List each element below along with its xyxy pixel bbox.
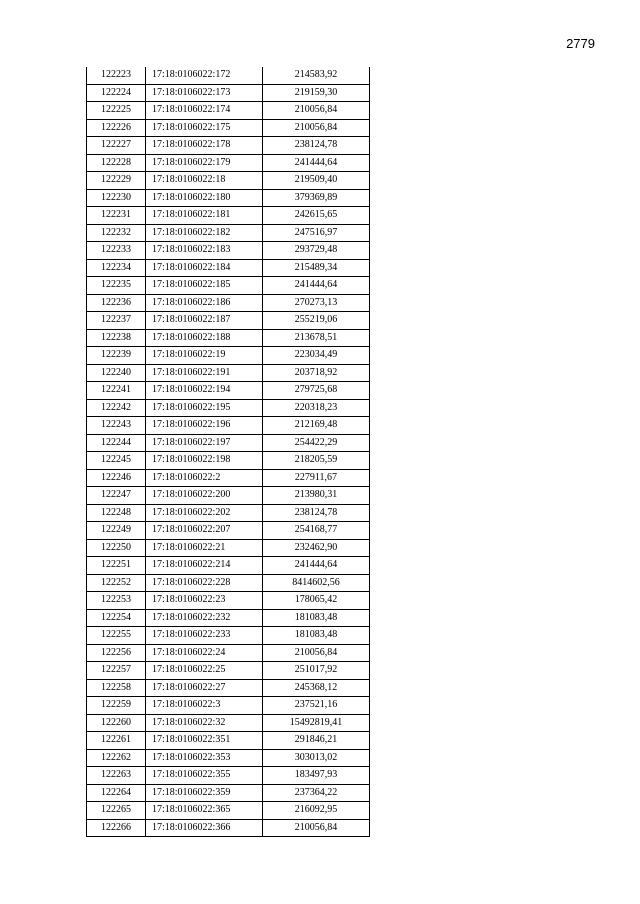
cadastral-number-cell: 17:18:0106022:366 [146,819,263,837]
row-index-cell: 122257 [87,662,146,680]
cadastral-number-cell: 17:18:0106022:23 [146,592,263,610]
table-row [87,224,370,242]
value-cell: 255219,06 [263,312,370,330]
value-cell: 291846,21 [263,732,370,750]
value-cell: 219509,40 [263,172,370,190]
value-cell: 212169,48 [263,417,370,435]
value-cell: 8414602,56 [263,574,370,592]
row-index-cell: 122242 [87,399,146,417]
row-index-cell: 122259 [87,697,146,715]
cadastral-number-cell: 17:18:0106022:24 [146,644,263,662]
table-row [87,802,370,820]
row-index-cell: 122240 [87,364,146,382]
table-row [87,277,370,295]
row-index-cell: 122224 [87,84,146,102]
row-index-cell: 122249 [87,522,146,540]
table-row [87,487,370,505]
cadastral-number-cell: 17:18:0106022:188 [146,329,263,347]
row-index-cell: 122266 [87,819,146,837]
cadastral-number-cell: 17:18:0106022:18 [146,172,263,190]
row-index-cell: 122243 [87,417,146,435]
row-index-cell: 122263 [87,767,146,785]
row-index-cell: 122234 [87,259,146,277]
row-index-cell: 122260 [87,714,146,732]
value-cell: 218205,59 [263,452,370,470]
row-index-cell: 122252 [87,574,146,592]
cadastral-number-cell: 17:18:0106022:194 [146,382,263,400]
cadastral-number-cell: 17:18:0106022:179 [146,154,263,172]
table-body [87,67,370,837]
table-row [87,749,370,767]
value-cell: 247516,97 [263,224,370,242]
table-row [87,627,370,645]
value-cell: 254168,77 [263,522,370,540]
table-row [87,137,370,155]
table-row [87,172,370,190]
table-row [87,417,370,435]
table-row [87,207,370,225]
row-index-cell: 122225 [87,102,146,120]
cadastral-number-cell: 17:18:0106022:200 [146,487,263,505]
row-index-cell: 122255 [87,627,146,645]
row-index-cell: 122229 [87,172,146,190]
cadastral-number-cell: 17:18:0106022:175 [146,119,263,137]
cadastral-number-cell: 17:18:0106022:355 [146,767,263,785]
value-cell: 215489,34 [263,259,370,277]
cadastral-number-cell: 17:18:0106022:184 [146,259,263,277]
row-index-cell: 122223 [87,67,146,84]
value-cell: 210056,84 [263,644,370,662]
value-cell: 181083,48 [263,627,370,645]
value-cell: 279725,68 [263,382,370,400]
row-index-cell: 122244 [87,434,146,452]
value-cell: 232462,90 [263,539,370,557]
row-index-cell: 122232 [87,224,146,242]
value-cell: 270273,13 [263,294,370,312]
value-cell: 379369,89 [263,189,370,207]
row-index-cell: 122258 [87,679,146,697]
cadastral-number-cell: 17:18:0106022:19 [146,347,263,365]
row-index-cell: 122237 [87,312,146,330]
table-row [87,399,370,417]
value-cell: 15492819,41 [263,714,370,732]
cadastral-number-cell: 17:18:0106022:25 [146,662,263,680]
value-cell: 210056,84 [263,819,370,837]
row-index-cell: 122238 [87,329,146,347]
value-cell: 238124,78 [263,137,370,155]
table-row [87,819,370,837]
cadastral-number-cell: 17:18:0106022:32 [146,714,263,732]
table-row [87,784,370,802]
table-row [87,679,370,697]
table-row [87,294,370,312]
row-index-cell: 122228 [87,154,146,172]
row-index-cell: 122239 [87,347,146,365]
value-cell: 213980,31 [263,487,370,505]
value-cell: 213678,51 [263,329,370,347]
cadastral-number-cell: 17:18:0106022:178 [146,137,263,155]
cadastral-number-cell: 17:18:0106022:180 [146,189,263,207]
table-row [87,557,370,575]
table-row [87,259,370,277]
cadastral-number-cell: 17:18:0106022:195 [146,399,263,417]
table-row [87,592,370,610]
cadastral-number-cell: 17:18:0106022:353 [146,749,263,767]
value-cell: 210056,84 [263,102,370,120]
table-row [87,609,370,627]
row-index-cell: 122264 [87,784,146,802]
value-cell: 220318,23 [263,399,370,417]
value-cell: 238124,78 [263,504,370,522]
value-cell: 303013,02 [263,749,370,767]
table-row [87,364,370,382]
value-cell: 237364,22 [263,784,370,802]
cadastral-number-cell: 17:18:0106022:202 [146,504,263,522]
table-row [87,452,370,470]
table-row [87,714,370,732]
row-index-cell: 122256 [87,644,146,662]
table-row [87,504,370,522]
row-index-cell: 122231 [87,207,146,225]
cadastral-number-cell: 17:18:0106022:214 [146,557,263,575]
table-row [87,84,370,102]
row-index-cell: 122241 [87,382,146,400]
cadastral-number-cell: 17:18:0106022:181 [146,207,263,225]
table-row [87,469,370,487]
value-cell: 245368,12 [263,679,370,697]
cadastral-number-cell: 17:18:0106022:228 [146,574,263,592]
value-cell: 203718,92 [263,364,370,382]
value-cell: 251017,92 [263,662,370,680]
cadastral-number-cell: 17:18:0106022:359 [146,784,263,802]
table-row [87,732,370,750]
cadastral-number-cell: 17:18:0106022:174 [146,102,263,120]
cadastral-number-cell: 17:18:0106022:232 [146,609,263,627]
row-index-cell: 122251 [87,557,146,575]
value-cell: 241444,64 [263,154,370,172]
cadastral-number-cell: 17:18:0106022:173 [146,84,263,102]
table-row [87,697,370,715]
cadastral-number-cell: 17:18:0106022:182 [146,224,263,242]
cadastral-table [86,67,370,837]
table-row [87,434,370,452]
row-index-cell: 122236 [87,294,146,312]
cadastral-number-cell: 17:18:0106022:186 [146,294,263,312]
table-row [87,382,370,400]
table-row [87,767,370,785]
value-cell: 254422,29 [263,434,370,452]
row-index-cell: 122262 [87,749,146,767]
table-row [87,312,370,330]
value-cell: 219159,30 [263,84,370,102]
value-cell: 241444,64 [263,277,370,295]
cadastral-number-cell: 17:18:0106022:233 [146,627,263,645]
table-row [87,644,370,662]
row-index-cell: 122261 [87,732,146,750]
cadastral-number-cell: 17:18:0106022:365 [146,802,263,820]
value-cell: 178065,42 [263,592,370,610]
table-row [87,67,370,84]
cadastral-number-cell: 17:18:0106022:172 [146,67,263,84]
cadastral-number-cell: 17:18:0106022:197 [146,434,263,452]
table-row [87,347,370,365]
table-row [87,189,370,207]
cadastral-number-cell: 17:18:0106022:2 [146,469,263,487]
cadastral-number-cell: 17:18:0106022:198 [146,452,263,470]
table-row [87,119,370,137]
value-cell: 293729,48 [263,242,370,260]
table-row [87,662,370,680]
value-cell: 183497,93 [263,767,370,785]
row-index-cell: 122245 [87,452,146,470]
table-row [87,242,370,260]
cadastral-number-cell: 17:18:0106022:187 [146,312,263,330]
value-cell: 223034,49 [263,347,370,365]
table-row [87,154,370,172]
value-cell: 242615,65 [263,207,370,225]
value-cell: 241444,64 [263,557,370,575]
row-index-cell: 122250 [87,539,146,557]
cadastral-number-cell: 17:18:0106022:27 [146,679,263,697]
row-index-cell: 122226 [87,119,146,137]
row-index-cell: 122233 [87,242,146,260]
row-index-cell: 122230 [87,189,146,207]
value-cell: 210056,84 [263,119,370,137]
row-index-cell: 122248 [87,504,146,522]
table-row [87,522,370,540]
value-cell: 214583,92 [263,67,370,84]
row-index-cell: 122247 [87,487,146,505]
cadastral-number-cell: 17:18:0106022:21 [146,539,263,557]
value-cell: 181083,48 [263,609,370,627]
table-row [87,329,370,347]
cadastral-number-cell: 17:18:0106022:191 [146,364,263,382]
cadastral-number-cell: 17:18:0106022:183 [146,242,263,260]
cadastral-number-cell: 17:18:0106022:3 [146,697,263,715]
value-cell: 237521,16 [263,697,370,715]
table-row [87,539,370,557]
row-index-cell: 122227 [87,137,146,155]
row-index-cell: 122265 [87,802,146,820]
table-row [87,574,370,592]
table-row [87,102,370,120]
value-cell: 227911,67 [263,469,370,487]
cadastral-number-cell: 17:18:0106022:185 [146,277,263,295]
row-index-cell: 122254 [87,609,146,627]
row-index-cell: 122235 [87,277,146,295]
cadastral-number-cell: 17:18:0106022:196 [146,417,263,435]
value-cell: 216092,95 [263,802,370,820]
cadastral-number-cell: 17:18:0106022:207 [146,522,263,540]
cadastral-number-cell: 17:18:0106022:351 [146,732,263,750]
row-index-cell: 122246 [87,469,146,487]
page-number: 2779 [566,36,595,51]
row-index-cell: 122253 [87,592,146,610]
